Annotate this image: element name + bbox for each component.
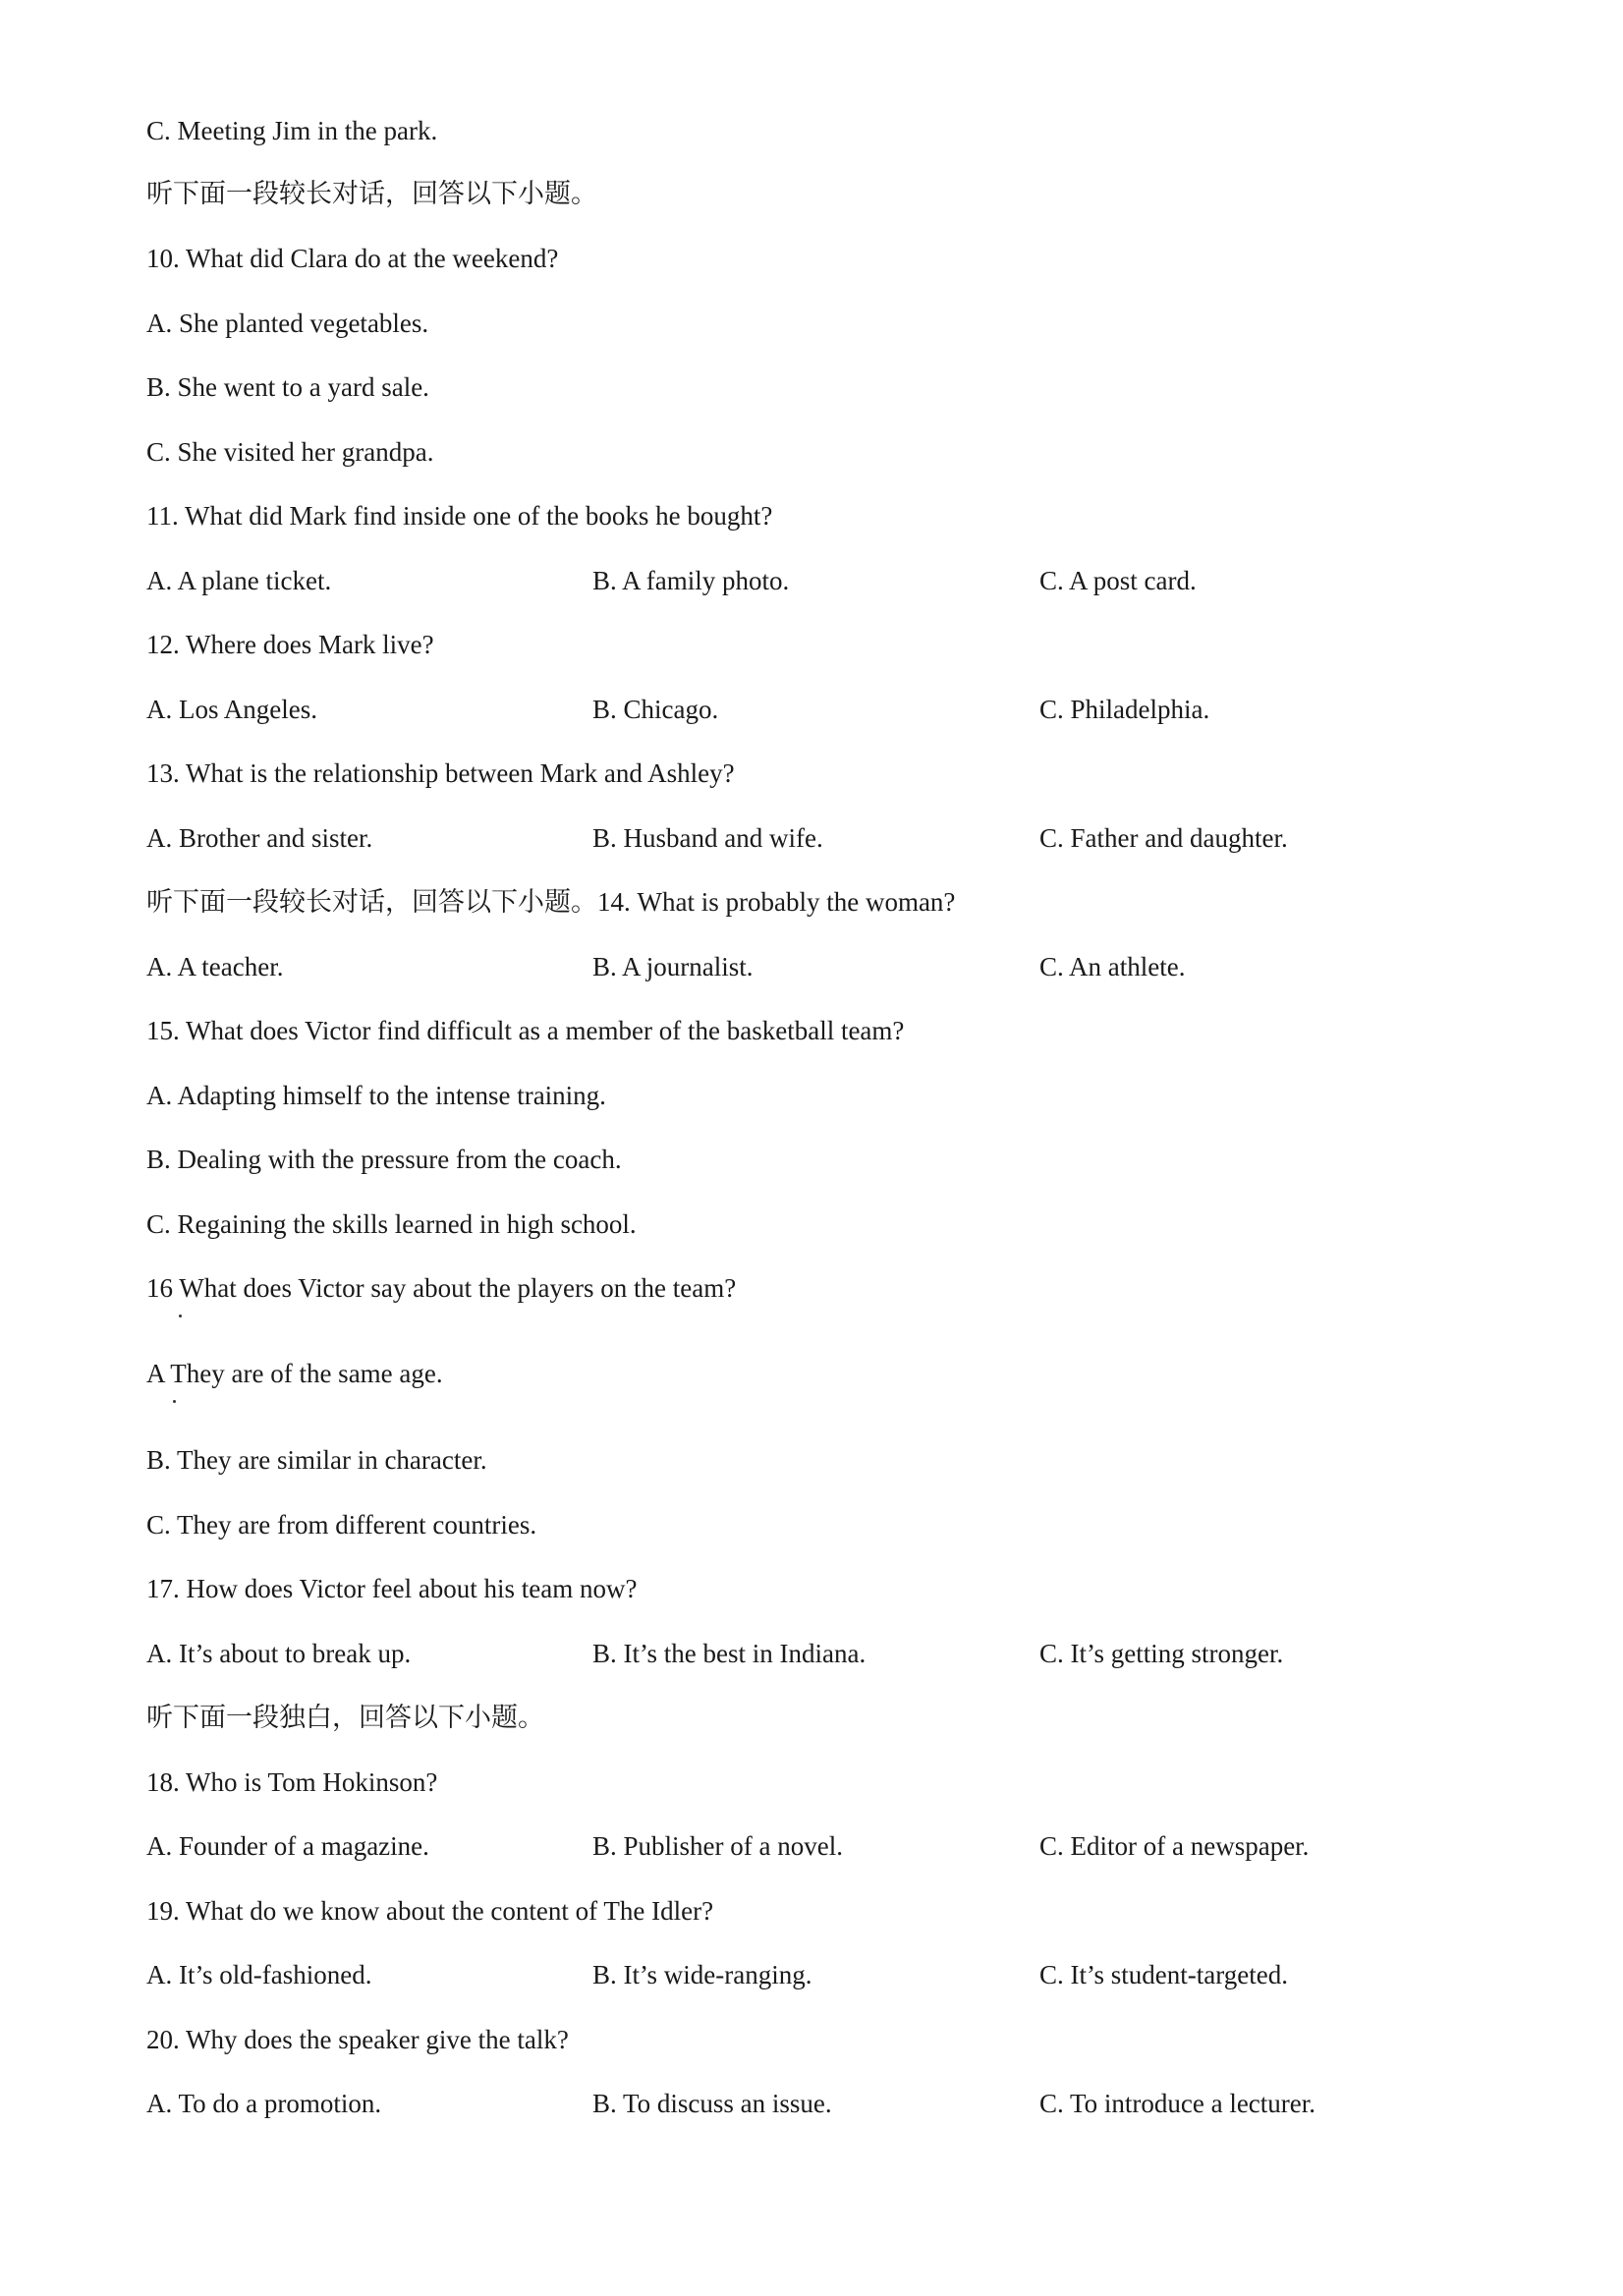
question-19: 19. What do we know about the content of The Idler? [146, 1896, 714, 1926]
section-instruction: 听下面一段独白，回答以下小题。 [146, 1703, 544, 1732]
option-18b: B. Publisher of a novel. [592, 1831, 843, 1861]
question-16: 16 What does Victor say about the players on the team? [146, 1273, 737, 1303]
question-10: 10. What did Clara do at the weekend? [146, 244, 559, 273]
question-18: 18. Who is Tom Hokinson? [146, 1767, 438, 1797]
option-17b: B. It’s the best in Indiana. [592, 1639, 867, 1668]
question-11: 11. What did Mark find inside one of the books he bought? [146, 501, 773, 531]
option-18c: C. Editor of a newspaper. [1039, 1831, 1310, 1861]
option-17c: C. It’s getting stronger. [1039, 1639, 1284, 1668]
option-18a: A. Founder of a magazine. [146, 1831, 429, 1861]
question-15: 15. What does Victor find difficult as a member of the basketball team? [146, 1016, 905, 1045]
question-12: 12. Where does Mark live? [146, 630, 434, 659]
option-10a: A. She planted vegetables. [146, 308, 429, 338]
option-14a: A. A teacher. [146, 952, 284, 981]
option-12a: A. Los Angeles. [146, 695, 317, 724]
option-15a: A. Adapting himself to the intense training. [146, 1081, 606, 1110]
option-20b: B. To discuss an issue. [592, 2089, 832, 2118]
option-11c: C. A post card. [1039, 566, 1197, 595]
option-10c: C. She visited her grandpa. [146, 437, 434, 467]
option-20c: C. To introduce a lecturer. [1039, 2089, 1316, 2118]
dot-mark [179, 1315, 182, 1317]
option-14b: B. A journalist. [592, 952, 754, 981]
option-16b: B. They are similar in character. [146, 1445, 487, 1475]
option-17a: A. It’s about to break up. [146, 1639, 412, 1668]
option-13b: B. Husband and wife. [592, 823, 823, 853]
question-17: 17. How does Victor feel about his team now? [146, 1574, 638, 1603]
option-11a: A. A plane ticket. [146, 566, 332, 595]
option-15b: B. Dealing with the pressure from the coach. [146, 1145, 622, 1174]
option-15c: C. Regaining the skills learned in high school. [146, 1209, 637, 1239]
option-16c: C. They are from different countries. [146, 1510, 537, 1540]
section-instruction: 听下面一段较长对话，回答以下小题。 [146, 179, 597, 208]
option-19c: C. It’s student-targeted. [1039, 1960, 1288, 1989]
question-20: 20. Why does the speaker give the talk? [146, 2025, 569, 2054]
option-12b: B. Chicago. [592, 695, 719, 724]
question-13: 13. What is the relationship between Mark and Ashley? [146, 758, 735, 788]
option-11b: B. A family photo. [592, 566, 790, 595]
option-20a: A. To do a promotion. [146, 2089, 382, 2118]
question-14: 听下面一段较长对话，回答以下小题。14. What is probably the woman? [146, 887, 956, 917]
option-19b: B. It’s wide-ranging. [592, 1960, 812, 1989]
option-14c: C. An athlete. [1039, 952, 1186, 981]
option-16a: A They are of the same age. [146, 1359, 443, 1388]
option-12c: C. Philadelphia. [1039, 695, 1210, 724]
option-13c: C. Father and daughter. [1039, 823, 1288, 853]
option-13a: A. Brother and sister. [146, 823, 373, 853]
option-19a: A. It’s old-fashioned. [146, 1960, 372, 1989]
option-10b: B. She went to a yard sale. [146, 372, 429, 402]
dot-mark [173, 1400, 176, 1403]
option-line: C. Meeting Jim in the park. [146, 116, 438, 145]
